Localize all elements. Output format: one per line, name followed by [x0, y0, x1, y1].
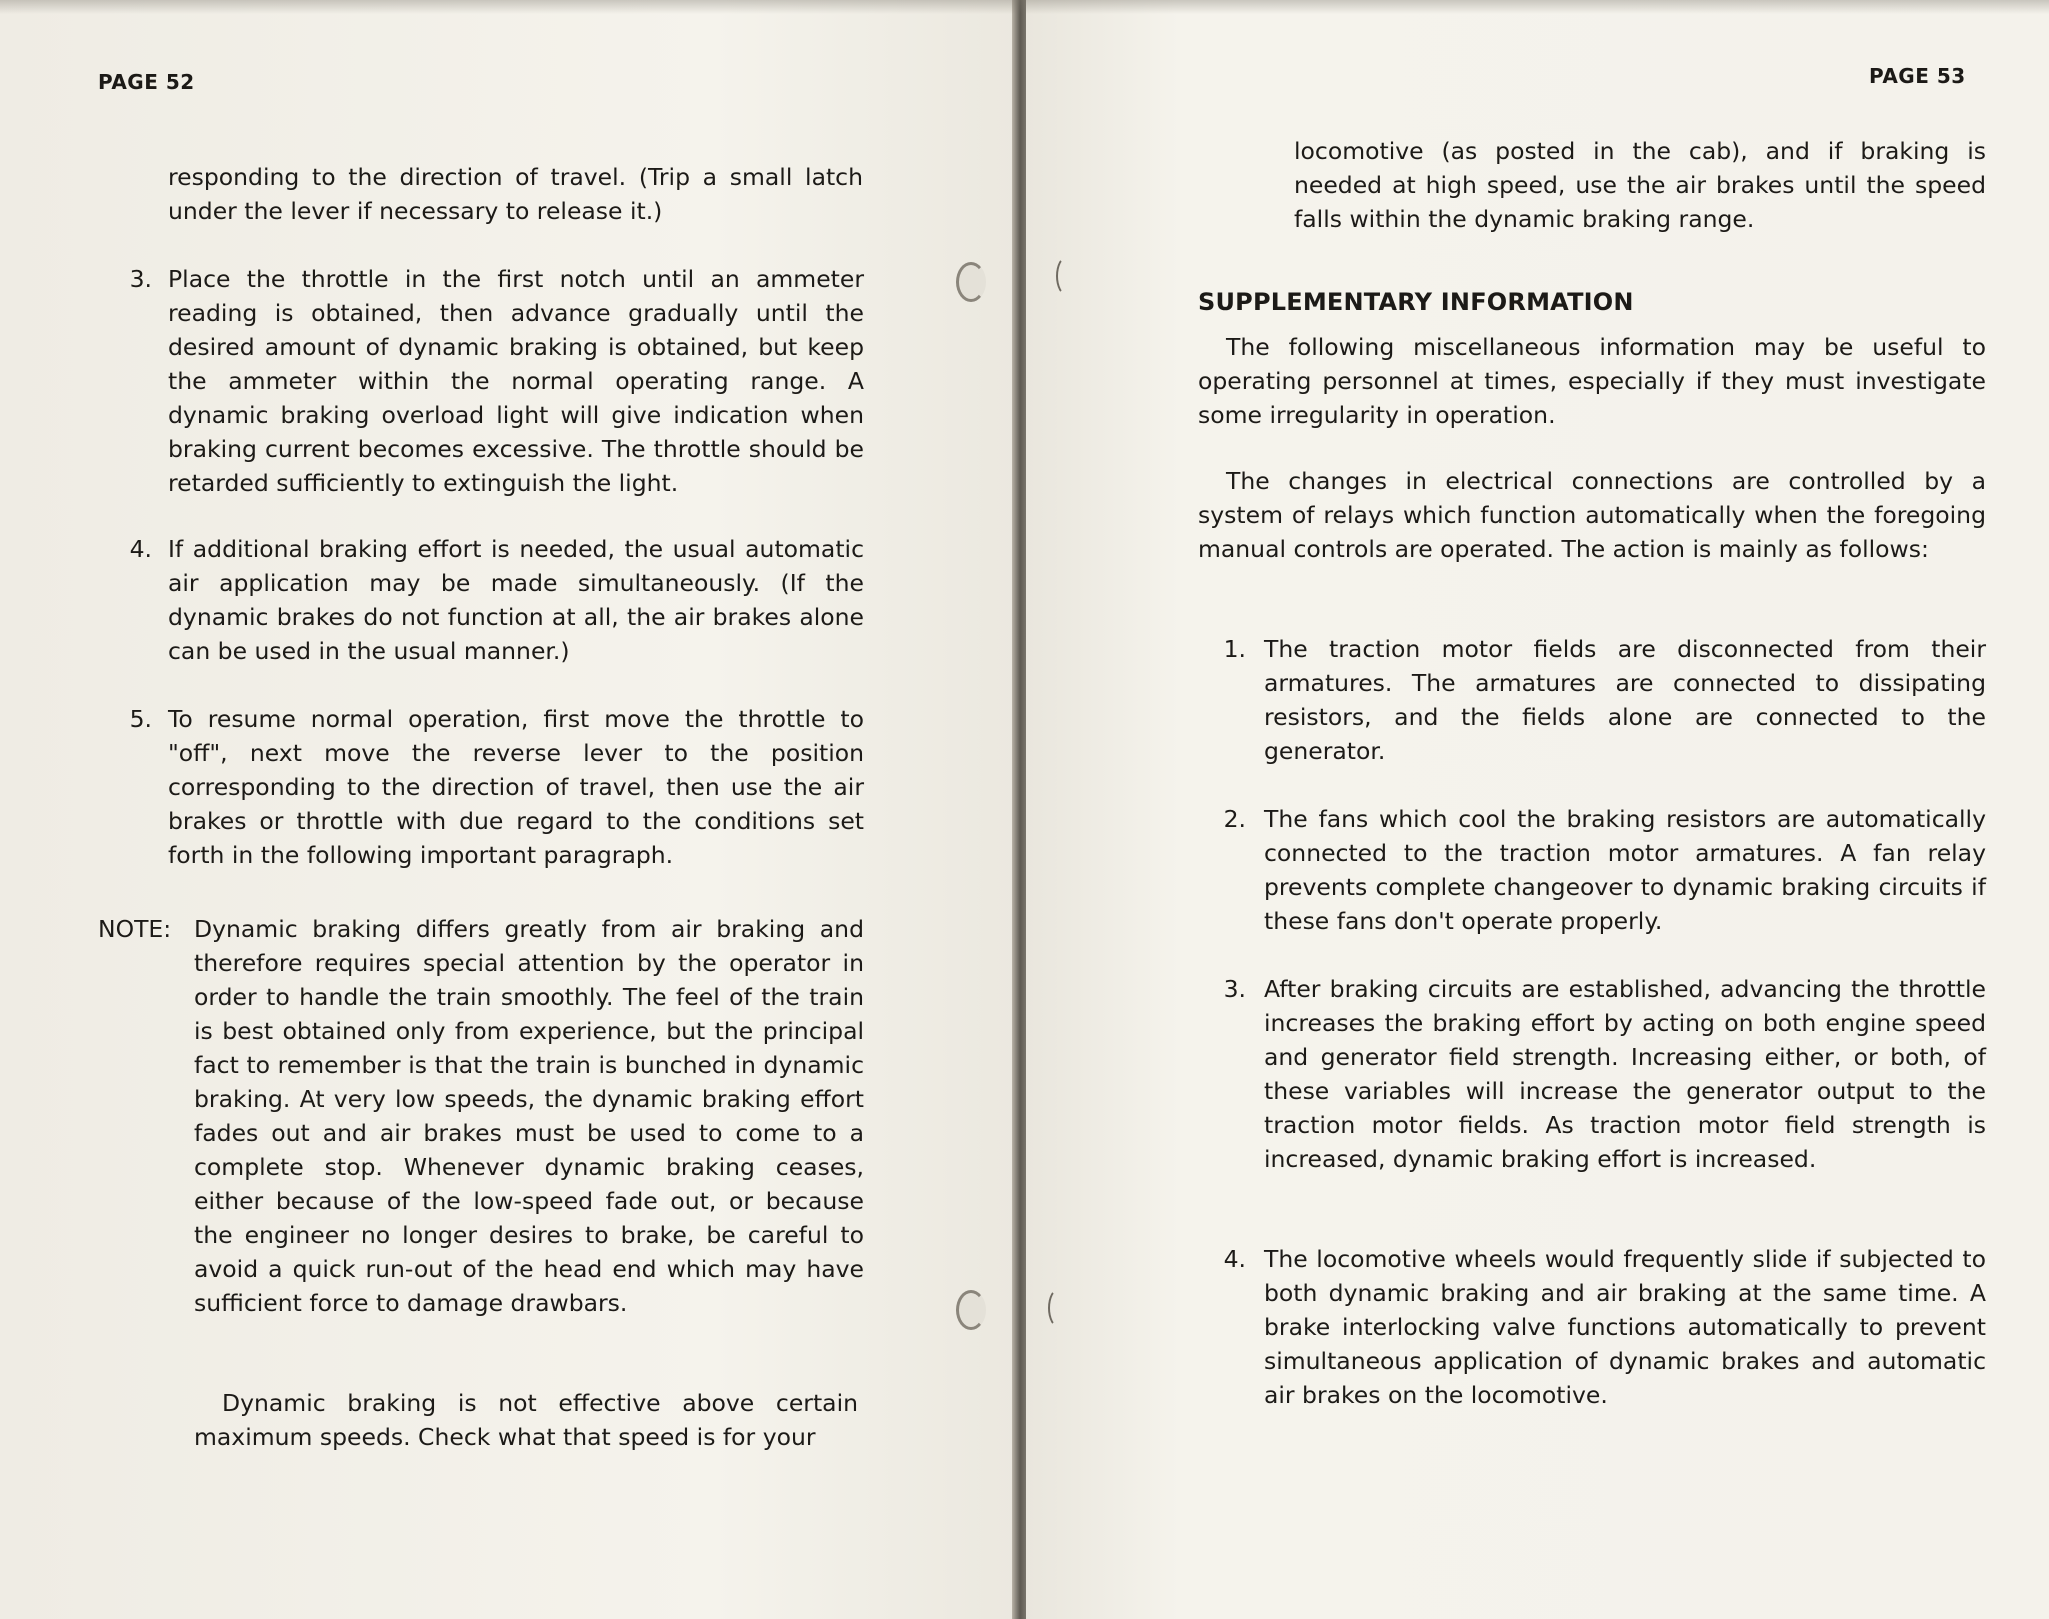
section-heading: SUPPLEMENTARY INFORMATION — [1198, 288, 1634, 316]
note-text: Dynamic braking differs greatly from air braking and therefore requires special attention by the operator in order to handle the train smoothly. The feel of the train is best obtained only from experience, but the principal fact to remember is that the train is bunched in dynamic braking. At very low speeds, the dynamic braking effort fades out and air brakes must be used to come to a complete stop. Whenever dynamic braking ceases, either because of the low-speed fade out, or because the engineer no longer desires to brake, be careful to avoid a quick run-out of the head end which may have sufficient force to damage drawbars. — [194, 915, 864, 1317]
list-item — [1206, 802, 1986, 942]
paragraph: The following miscellaneous information may be useful to operating personnel at times, especially if they must investigate some irregularity in operation. — [1198, 333, 1986, 429]
binder-hole — [956, 1290, 986, 1330]
item-number: 4. — [1223, 1245, 1246, 1273]
list-item — [112, 702, 864, 872]
note-block — [98, 912, 864, 1352]
paragraph: The changes in electrical connections are controlled by a system of relays which function automatically when the foregoing manual controls are operated. The action is mainly as follows: — [1198, 467, 1986, 563]
list-item — [1206, 1242, 1986, 1452]
item-number: 1. — [1223, 635, 1246, 663]
binder-hole — [1056, 256, 1078, 296]
item-text: The traction motor fields are disconnected from their armatures. The armatures are connected to dissipating resistors, and the fields alone are connected to the generator. — [1264, 635, 1986, 765]
item-text: The locomotive wheels would frequently slide if subjected to both dynamic braking and air braking at the same time. A brake interlocking valve functions automatically to prevent simultaneous application of dynamic brakes and automatic air brakes on the locomotive. — [1264, 1245, 1986, 1409]
item-text: After braking circuits are established, advancing the throttle increases the braking effort by acting on both engine speed and generator field strength. Increasing either, or both, of these variables will increase the generator output to the traction motor fields. As traction motor field strength is increased, dynamic braking effort is increased. — [1264, 975, 1986, 1173]
continued-paragraph: locomotive (as posted in the cab), and if braking is needed at high speed, use the air brakes until the speed falls within the dynamic braking range. — [1294, 137, 1986, 233]
list-item — [1206, 972, 1986, 1182]
item-text: To resume normal operation, first move the throttle to "off", next move the reverse lever to the position corresponding to the direction of travel, then use the air brakes or throttle with due regard to the conditions set forth in the following important paragraph. — [168, 705, 864, 869]
item-text: Place the throttle in the first notch until an ammeter reading is obtained, then advance gradually until the desired amount of dynamic braking is obtained, but keep the ammeter within the normal operating range. A dynamic braking overload light will give indication when braking current becomes excessive. The throttle should be retarded sufficiently to extinguish the light. — [168, 265, 864, 497]
item-text: The fans which cool the braking resistors are automatically connected to the traction motor armatures. A fan relay prevents complete changeover to dynamic braking circuits if these fans don't operate properly. — [1264, 805, 1986, 935]
binder-hole — [1048, 1288, 1070, 1328]
item-number: 4. — [129, 535, 152, 563]
page-number: PAGE 52 — [98, 70, 195, 94]
list-item — [112, 262, 864, 502]
item-number: 3. — [1223, 975, 1246, 1003]
item-number: 3. — [129, 265, 152, 293]
item-number: 5. — [129, 705, 152, 733]
continued-paragraph: responding to the direction of travel. (Trip a small latch under the lever if necessary to release it.) — [168, 163, 863, 225]
page-number: PAGE 53 — [1869, 64, 1966, 88]
right-page — [1026, 0, 2049, 1619]
item-number: 2. — [1223, 805, 1246, 833]
note-label: NOTE: — [98, 915, 172, 943]
item-text: If additional braking effort is needed, the usual automatic air application may be made simultaneously. (If the dynamic brakes do not function at all, the air brakes alone can be used in the usual manner.) — [168, 535, 864, 665]
closing-paragraph: Dynamic braking is not effective above certain maximum speeds. Check what that speed is for your — [194, 1389, 858, 1451]
list-item — [1206, 632, 1986, 772]
left-page — [0, 0, 1018, 1619]
binder-hole — [956, 262, 986, 302]
list-item — [112, 532, 864, 672]
scan-edge-shadow — [0, 0, 2049, 14]
